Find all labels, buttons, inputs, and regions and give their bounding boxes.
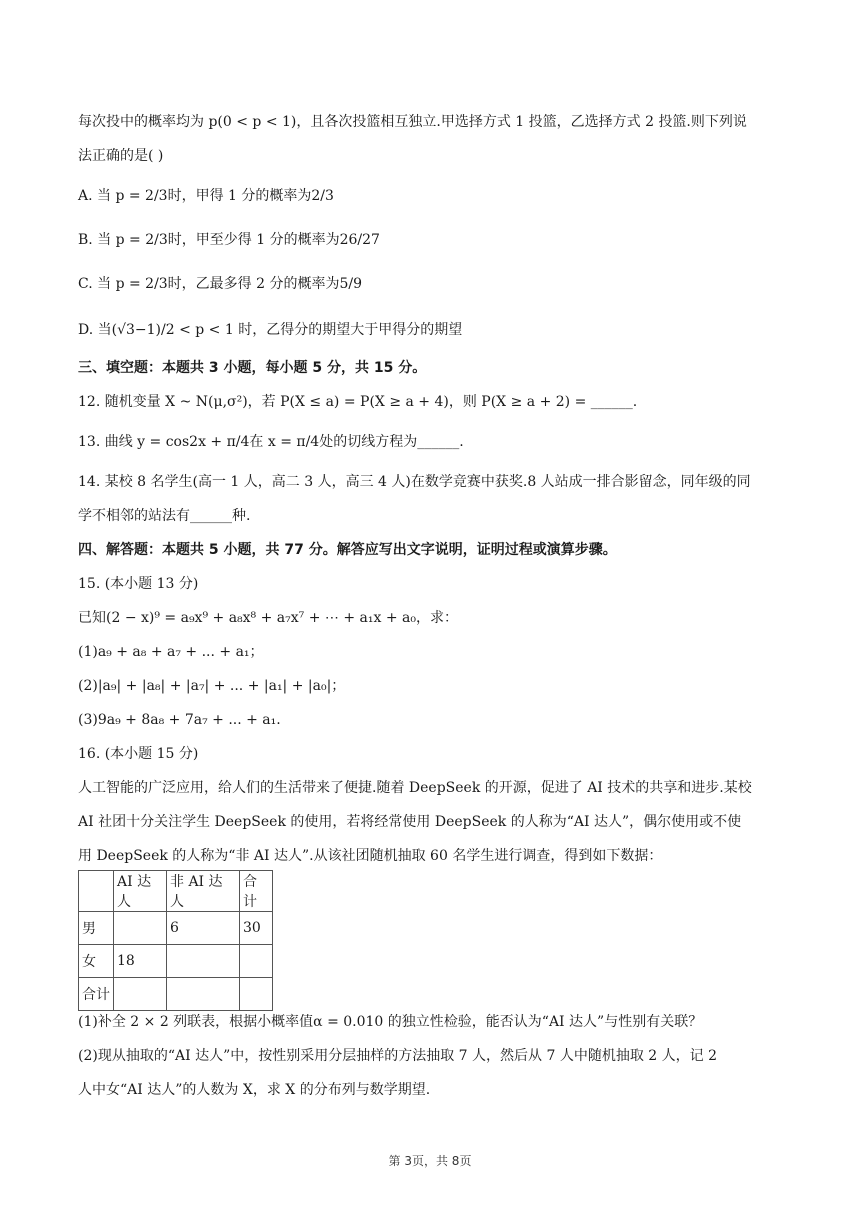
table-row — [79, 912, 273, 945]
table-cell: 男 — [79, 912, 114, 945]
q11-option-d: D. 当(√3−1)/2 < p < 1 时，乙得分的期望大于甲得分的期望 — [78, 322, 463, 338]
q16-stem-line2: AI 社团十分关注学生 DeepSeek 的使用，若将经常使用 DeepSeek 的人称为“AI 达人”，偶尔使用或不使 — [78, 814, 742, 830]
q15-part-1: (1)a₉ + a₈ + a₇ + ... + a₁； — [78, 644, 264, 660]
q15-part-2: (2)|a₉| + |a₈| + |a₇| + ... + |a₁| + |a₀|； — [78, 678, 346, 694]
table-row — [79, 945, 273, 978]
q11-option-a: A. 当 p = 2/3时，甲得 1 分的概率为2/3 — [78, 188, 334, 204]
contingency-table — [78, 870, 273, 1011]
table-cell — [79, 871, 114, 912]
page-footer: 第 3页，共 8页 — [388, 1154, 472, 1168]
q11-option-b: B. 当 p = 2/3时，甲至少得 1 分的概率为26/27 — [78, 232, 380, 248]
q15-header: 15. (本小题 13 分) — [78, 576, 199, 592]
table-cell: 合计 — [79, 978, 114, 1011]
table-cell — [240, 978, 273, 1011]
q16-part-2-line2: 人中女“AI 达人”的人数为 X，求 X 的分布列与数学期望. — [78, 1082, 431, 1098]
table-cell: AI 达人 — [114, 871, 167, 912]
table-cell: 18 — [114, 945, 167, 978]
q16-stem-line3: 用 DeepSeek 的人称为“非 AI 达人”.从该社团随机抽取 60 名学生进行调查，得到如下数据： — [78, 848, 663, 864]
question-12: 12. 随机变量 X ~ N(μ,σ²)，若 P(X ≤ a) = P(X ≥ a + 4)，则 P(X ≥ a + 2) = ______. — [78, 394, 638, 410]
table-cell — [167, 978, 240, 1011]
table-cell: 女 — [79, 945, 114, 978]
table-cell: 30 — [240, 912, 273, 945]
q14-line1: 14. 某校 8 名学生(高一 1 人，高二 3 人，高三 4 人)在数学竞赛中获奖.8 人站成一排合影留念，同年级的同 — [78, 474, 751, 490]
q16-part-1: (1)补全 2 × 2 列联表，根据小概率值α = 0.010 的独立性检验，能否认为“AI 达人”与性别有关联？ — [78, 1014, 703, 1030]
q15-stem: 已知(2 − x)⁹ = a₉x⁹ + a₈x⁸ + a₇x⁷ + ⋯ + a₁x + a₀，求： — [78, 610, 458, 626]
q14-line2: 学不相邻的站法有______种. — [78, 508, 251, 524]
q15-part-3: (3)9a₉ + 8a₈ + 7a₇ + ... + a₁. — [78, 712, 281, 728]
q16-stem-line1: 人工智能的广泛应用，给人们的生活带来了便捷.随着 DeepSeek 的开源，促进了 AI 技术的共享和进步.某校 — [78, 780, 752, 796]
table-cell: 合计 — [240, 871, 273, 912]
table-cell — [114, 978, 167, 1011]
table-header-row — [79, 871, 273, 912]
q16-header: 16. (本小题 15 分) — [78, 746, 199, 762]
q16-part-2-line1: (2)现从抽取的“AI 达人”中，按性别采用分层抽样的方法抽取 7 人，然后从 7 人中随机抽取 2 人，记 2 — [78, 1048, 718, 1064]
table-cell: 非 AI 达人 — [167, 871, 240, 912]
question-13: 13. 曲线 y = cos2x + π/4在 x = π/4处的切线方程为______. — [78, 434, 464, 450]
table-cell — [240, 945, 273, 978]
section4-heading: 四、解答题：本题共 5 小题，共 77 分。解答应写出文字说明，证明过程或演算步骤。 — [78, 542, 617, 558]
q11-stem-line2: 法正确的是( ) — [78, 148, 164, 164]
q11-stem-line1: 每次投中的概率均为 p(0 < p < 1)，且各次投篮相互独立.甲选择方式 1 投篮，乙选择方式 2 投篮.则下列说 — [78, 114, 747, 130]
section3-heading: 三、填空题：本题共 3 小题，每小题 5 分，共 15 分。 — [78, 360, 427, 376]
q11-option-c: C. 当 p = 2/3时，乙最多得 2 分的概率为5/9 — [78, 276, 363, 292]
table-cell: 6 — [167, 912, 240, 945]
table-cell — [114, 912, 167, 945]
table-cell — [167, 945, 240, 978]
table-row — [79, 978, 273, 1011]
